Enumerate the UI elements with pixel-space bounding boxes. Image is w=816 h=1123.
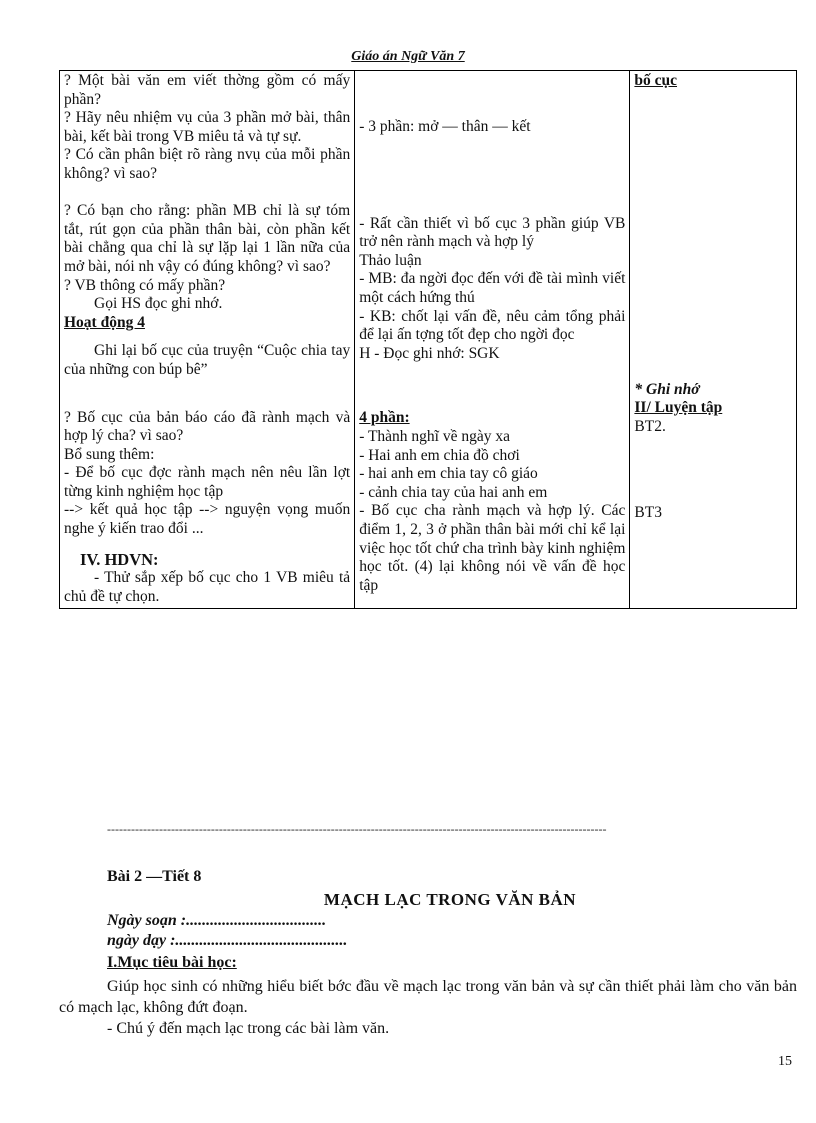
objective-paragraph: Giúp học sinh có những hiểu biết bớc đầu về mạch lạc trong văn bản và sự cần thiết phải làm cho văn bản có mạch lạc, không đứt đoạn.: [59, 978, 797, 1016]
supplement-label: Bổ sung thêm:: [64, 445, 155, 463]
part-2: - Hai anh em chia đồ chơi: [359, 446, 520, 464]
objective-heading: I.Mục tiêu bài học:: [107, 954, 237, 971]
four-parts-heading: 4 phần:: [359, 409, 410, 427]
prep-date: Ngày soạn :...................................: [107, 912, 327, 929]
objective-note: - Chú ý đến mạch lạc trong các bài làm văn.: [107, 1020, 390, 1037]
part-3: - hai anh em chia tay cô giáo: [359, 465, 538, 483]
part-4: - cảnh chia tay của hai anh em: [359, 483, 548, 501]
answer-mb: - MB: đa ngời đọc đến với đề tài mình viết một cách hứng thú: [359, 270, 626, 306]
notes-column: [630, 71, 797, 609]
lesson-label: Bài 2 —Tiết 8: [107, 868, 202, 885]
page-header: Giáo án Ngữ Văn 7: [351, 49, 465, 64]
note-structure: bố cục: [634, 72, 678, 89]
answer-1: - 3 phần: mở — thân — kết: [359, 118, 531, 135]
teach-date: ngày dạy :...........................................: [107, 932, 348, 949]
task-story-structure: Ghi lại bố cục của truyện “Cuộc chia tay của những con búp bê”: [64, 342, 351, 378]
question-2: ? Hãy nêu nhiệm vụ của 3 phần mở bài, thân bài, kết bài trong VB miêu tả và tự sự.: [64, 109, 351, 145]
answer-report: - Bố cục cha rành mạch và hợp lý. Các điểm 1, 2, 3 ở phần thân bài mới chỉ kể lại việc học tốt chứ cha trình bày kinh nghiệm học tốt. (4) lại không nói về vấn đề học tập: [359, 502, 626, 594]
practice-heading: II/ Luyện tập: [634, 399, 723, 417]
lesson-title: MẠCH LẠC TRONG VĂN BẢN: [323, 890, 577, 909]
teacher-column: [60, 71, 355, 609]
question-1: ? Một bài văn em viết thờng gồm có mấy phần?: [64, 72, 351, 108]
instruction-read: Gọi HS đọc ghi nhớ.: [94, 295, 223, 313]
answer-read-note: H - Đọc ghi nhớ: SGK: [359, 344, 500, 362]
answer-2: - Rất cần thiết vì bố cục 3 phần giúp VB trở nên rành mạch và hợp lý: [359, 214, 626, 251]
question-6: ? Bố cục của bản báo cáo đã rành mạch và hợp lý cha? vì sao?: [64, 408, 351, 445]
supplement-2: --> kết quả học tập --> nguyện vọng muốn nghe ý kiến trao đổi ...: [64, 501, 351, 538]
student-column: [355, 71, 630, 609]
lesson-table: [59, 70, 797, 609]
exercise-2: BT2.: [634, 417, 666, 435]
part-1: - Thành nghĩ về ngày xa: [359, 427, 511, 445]
discussion-label: Thảo luận: [359, 251, 422, 269]
separator-line: -----------------------------------------------------------------------------------------------------------------------------: [107, 822, 607, 836]
question-5: ? VB thông có mấy phần?: [64, 276, 226, 294]
question-3: ? Có cần phân biệt rõ ràng nvụ của mỗi phần không? vì sao?: [64, 146, 351, 182]
homework-heading: IV. HDVN:: [80, 549, 159, 569]
note-remember: * Ghi nhớ: [634, 380, 700, 398]
page-number: 15: [778, 1054, 792, 1069]
activity-4-heading: Hoạt động 4: [64, 313, 145, 331]
question-4: ? Có bạn cho rằng: phần MB chỉ là sự tóm tắt, rút gọn của phần thân bài, còn phần kết bài chẳng qua chỉ là sự lặp lại 1 lần nữa của mở bài, nói nh vậy có đúng không? vì sao?: [64, 202, 351, 275]
answer-kb: - KB: chốt lại vấn đề, nêu cảm tổng phải để lại ấn tợng tốt đẹp cho ngời đọc: [359, 307, 626, 344]
homework-task: - Thử sắp xếp bố cục cho 1 VB miêu tả chủ đề tự chọn.: [64, 569, 351, 605]
supplement-1: - Để bố cục đợc rành mạch nên nêu lần lợt từng kinh nghiệm học tập: [64, 464, 351, 500]
exercise-3: BT3: [634, 504, 662, 522]
